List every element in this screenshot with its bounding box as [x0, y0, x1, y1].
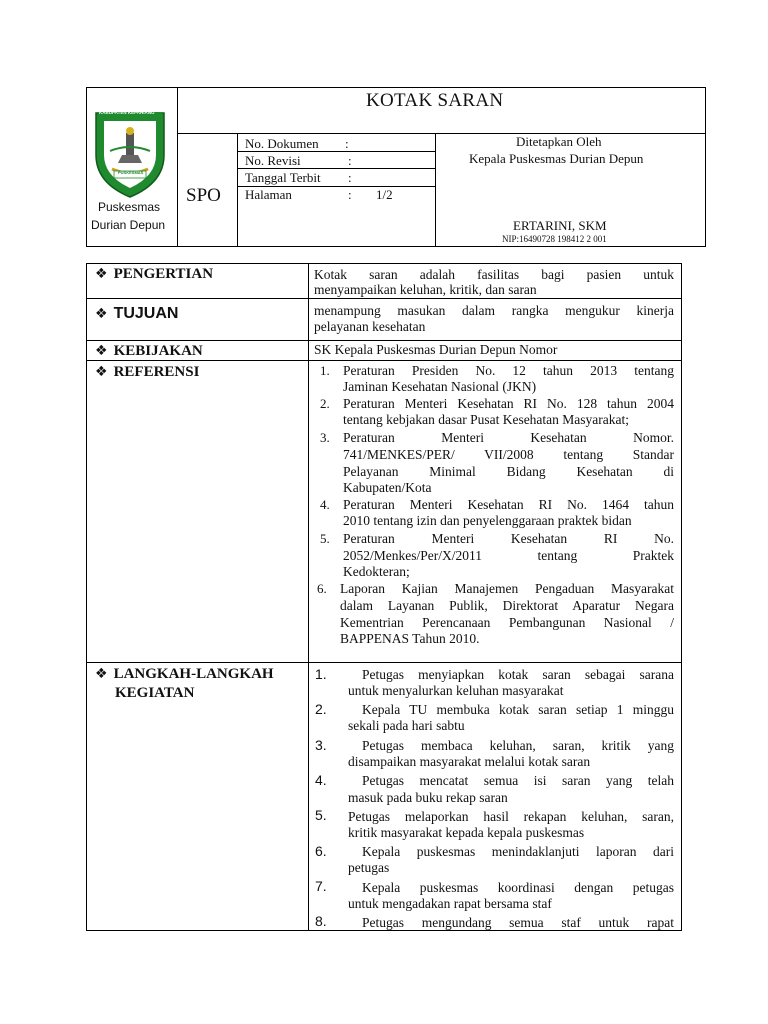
org-name-line2: Durian Depun	[91, 218, 166, 232]
tujuan-line2: pelayanan kesehatan	[314, 319, 426, 334]
list-line: Kepala TU membuka kotak saran setiap 1 minggu	[362, 702, 674, 717]
set-by-title: Kepala Puskesmas Durian Depun	[469, 151, 644, 166]
list-line: Pelayanan Minimal Bidang Kesehatan di	[343, 464, 674, 479]
list-line: Kedokteran;	[343, 564, 410, 579]
list-line: Peraturan Presiden No. 12 tahun 2013 tentang	[343, 363, 674, 378]
pengertian-line1: Kotak saran adalah fasilitas bagi pasien untuk	[314, 267, 674, 282]
pengertian-heading	[95, 267, 213, 282]
bullet-diamond-icon: ❖	[95, 364, 108, 380]
doc-number-label: No. Dokumen	[245, 136, 319, 151]
list-line: 2052/Menkes/Per/X/2011 tentang Praktek	[343, 548, 674, 563]
referensi-label: REFERENSI	[113, 364, 200, 380]
list-line: petugas	[348, 860, 390, 875]
list-line: untuk menyalurkan keluhan masyarakat	[348, 683, 564, 698]
list-line: Jaminan Kesehatan Nasional (JKN)	[343, 379, 537, 394]
list-line: Peraturan Menteri Kesehatan RI No.	[343, 531, 674, 546]
list-line: untuk mengadakan rapat bersama staf	[348, 896, 552, 911]
list-number: 5.	[320, 531, 330, 546]
list-number: 6.	[315, 843, 327, 859]
list-number: 5.	[315, 807, 327, 823]
list-number: 3.	[315, 737, 327, 753]
list-line: Laporan Kajian Manajemen Pengaduan Masyarakat	[340, 581, 674, 596]
logo-banner-text: KABUPATEN KEPAHIANG	[99, 110, 155, 115]
signer-name: ERTARINI, SKM	[513, 218, 607, 233]
list-line: Petugas mencatat semua isi saran yang telah	[362, 773, 674, 788]
referensi-heading	[95, 365, 199, 380]
list-line: Petugas membaca keluhan, saran, kritik yang	[362, 738, 674, 753]
tujuan-line1: menampung masukan dalam rangka mengukur kinerja	[314, 303, 674, 318]
list-line: 741/MENKES/PER/ VII/2008 tentang Standar	[343, 447, 674, 462]
spo-label: SPO	[186, 185, 221, 206]
list-number: 4.	[315, 772, 327, 788]
bullet-diamond-icon: ❖	[95, 343, 108, 359]
kebijakan-heading	[95, 344, 203, 359]
list-line: Peraturan Menteri Kesehatan Nomor.	[343, 430, 674, 445]
list-line: BAPPENAS Tahun 2010.	[340, 631, 480, 646]
list-line: masuk pada buku rekap saran	[348, 790, 508, 805]
kebijakan-text: SK Kepala Puskesmas Durian Depun Nomor	[314, 342, 558, 357]
bullet-diamond-icon: ❖	[95, 666, 108, 682]
list-number: 1.	[315, 666, 327, 682]
list-number: 2.	[320, 396, 330, 411]
list-line: kritik masyarakat kepada kepala puskesmas	[348, 825, 585, 840]
list-line: Kementrian Perencanaan Pembangunan Nasional /	[340, 615, 674, 630]
list-number: 6.	[317, 581, 327, 596]
issue-date-colon: :	[348, 170, 352, 185]
revision-colon: :	[348, 153, 352, 168]
tujuan-label: TUJUAN	[113, 305, 179, 322]
langkah-label-line2: KEGIATAN	[115, 685, 195, 701]
list-line: Petugas menyiapkan kotak saran sebagai sarana	[362, 667, 674, 682]
langkah-heading	[95, 667, 274, 682]
doc-number-colon: :	[345, 136, 349, 151]
list-line: Kabupaten/Kota	[343, 480, 432, 495]
list-number: 3.	[320, 430, 330, 445]
revision-label: No. Revisi	[245, 153, 301, 168]
list-number: 8.	[315, 913, 327, 929]
page-label: Halaman	[245, 187, 292, 202]
list-line: Peraturan Menteri Kesehatan RI No. 128 tahun 2004	[343, 396, 674, 411]
list-line: Kepala puskesmas menindaklanjuti laporan dari	[362, 844, 674, 859]
page-colon: :	[348, 187, 352, 202]
list-line: dalam Layanan Publik, Direktorat Aparatur Negara	[340, 598, 674, 613]
pengertian-line2: menyampaikan keluhan, kritik, dan saran	[314, 282, 537, 297]
bullet-diamond-icon: ❖	[95, 266, 108, 282]
logo-ribbon-text: PUSKESMAS	[118, 170, 144, 175]
tujuan-heading	[95, 306, 178, 322]
list-line: Petugas melaporkan hasil rekapan keluhan, saran,	[348, 809, 674, 824]
signer-nip: NIP:16490728 198412 2 001	[502, 234, 607, 244]
kebijakan-label: KEBIJAKAN	[113, 343, 203, 359]
list-line: Kepala puskesmas koordinasi dengan petugas	[362, 880, 674, 895]
puskesmas-logo	[90, 103, 170, 199]
document-title: KOTAK SARAN	[366, 90, 504, 111]
bullet-diamond-icon: ❖	[95, 306, 108, 322]
list-number: 1.	[320, 363, 330, 378]
list-line: Peraturan Menteri Kesehatan RI No. 1464 tahun	[343, 497, 674, 512]
list-number: 2.	[315, 701, 327, 717]
list-line: Petugas mengundang semua staf untuk rapat	[362, 915, 674, 930]
page-value: 1/2	[376, 187, 393, 202]
list-line: disampaikan masyarakat melalui kotak saran	[348, 754, 591, 769]
list-number: 4.	[320, 497, 330, 512]
list-line: tentang kebjakan dasar Pusat Kesehatan Masyarakat;	[343, 412, 630, 427]
set-by-label: Ditetapkan Oleh	[516, 134, 602, 149]
list-line: 2010 tentang izin dan penyelenggaraan praktek bidan	[343, 513, 632, 528]
issue-date-label: Tanggal Terbit	[245, 170, 321, 185]
list-line: sekali pada hari sabtu	[348, 718, 465, 733]
langkah-label-line1: LANGKAH-LANGKAH	[113, 666, 274, 682]
pengertian-label: PENGERTIAN	[113, 266, 214, 282]
org-name-line1: Puskesmas	[98, 200, 161, 214]
list-number: 7.	[315, 878, 327, 894]
